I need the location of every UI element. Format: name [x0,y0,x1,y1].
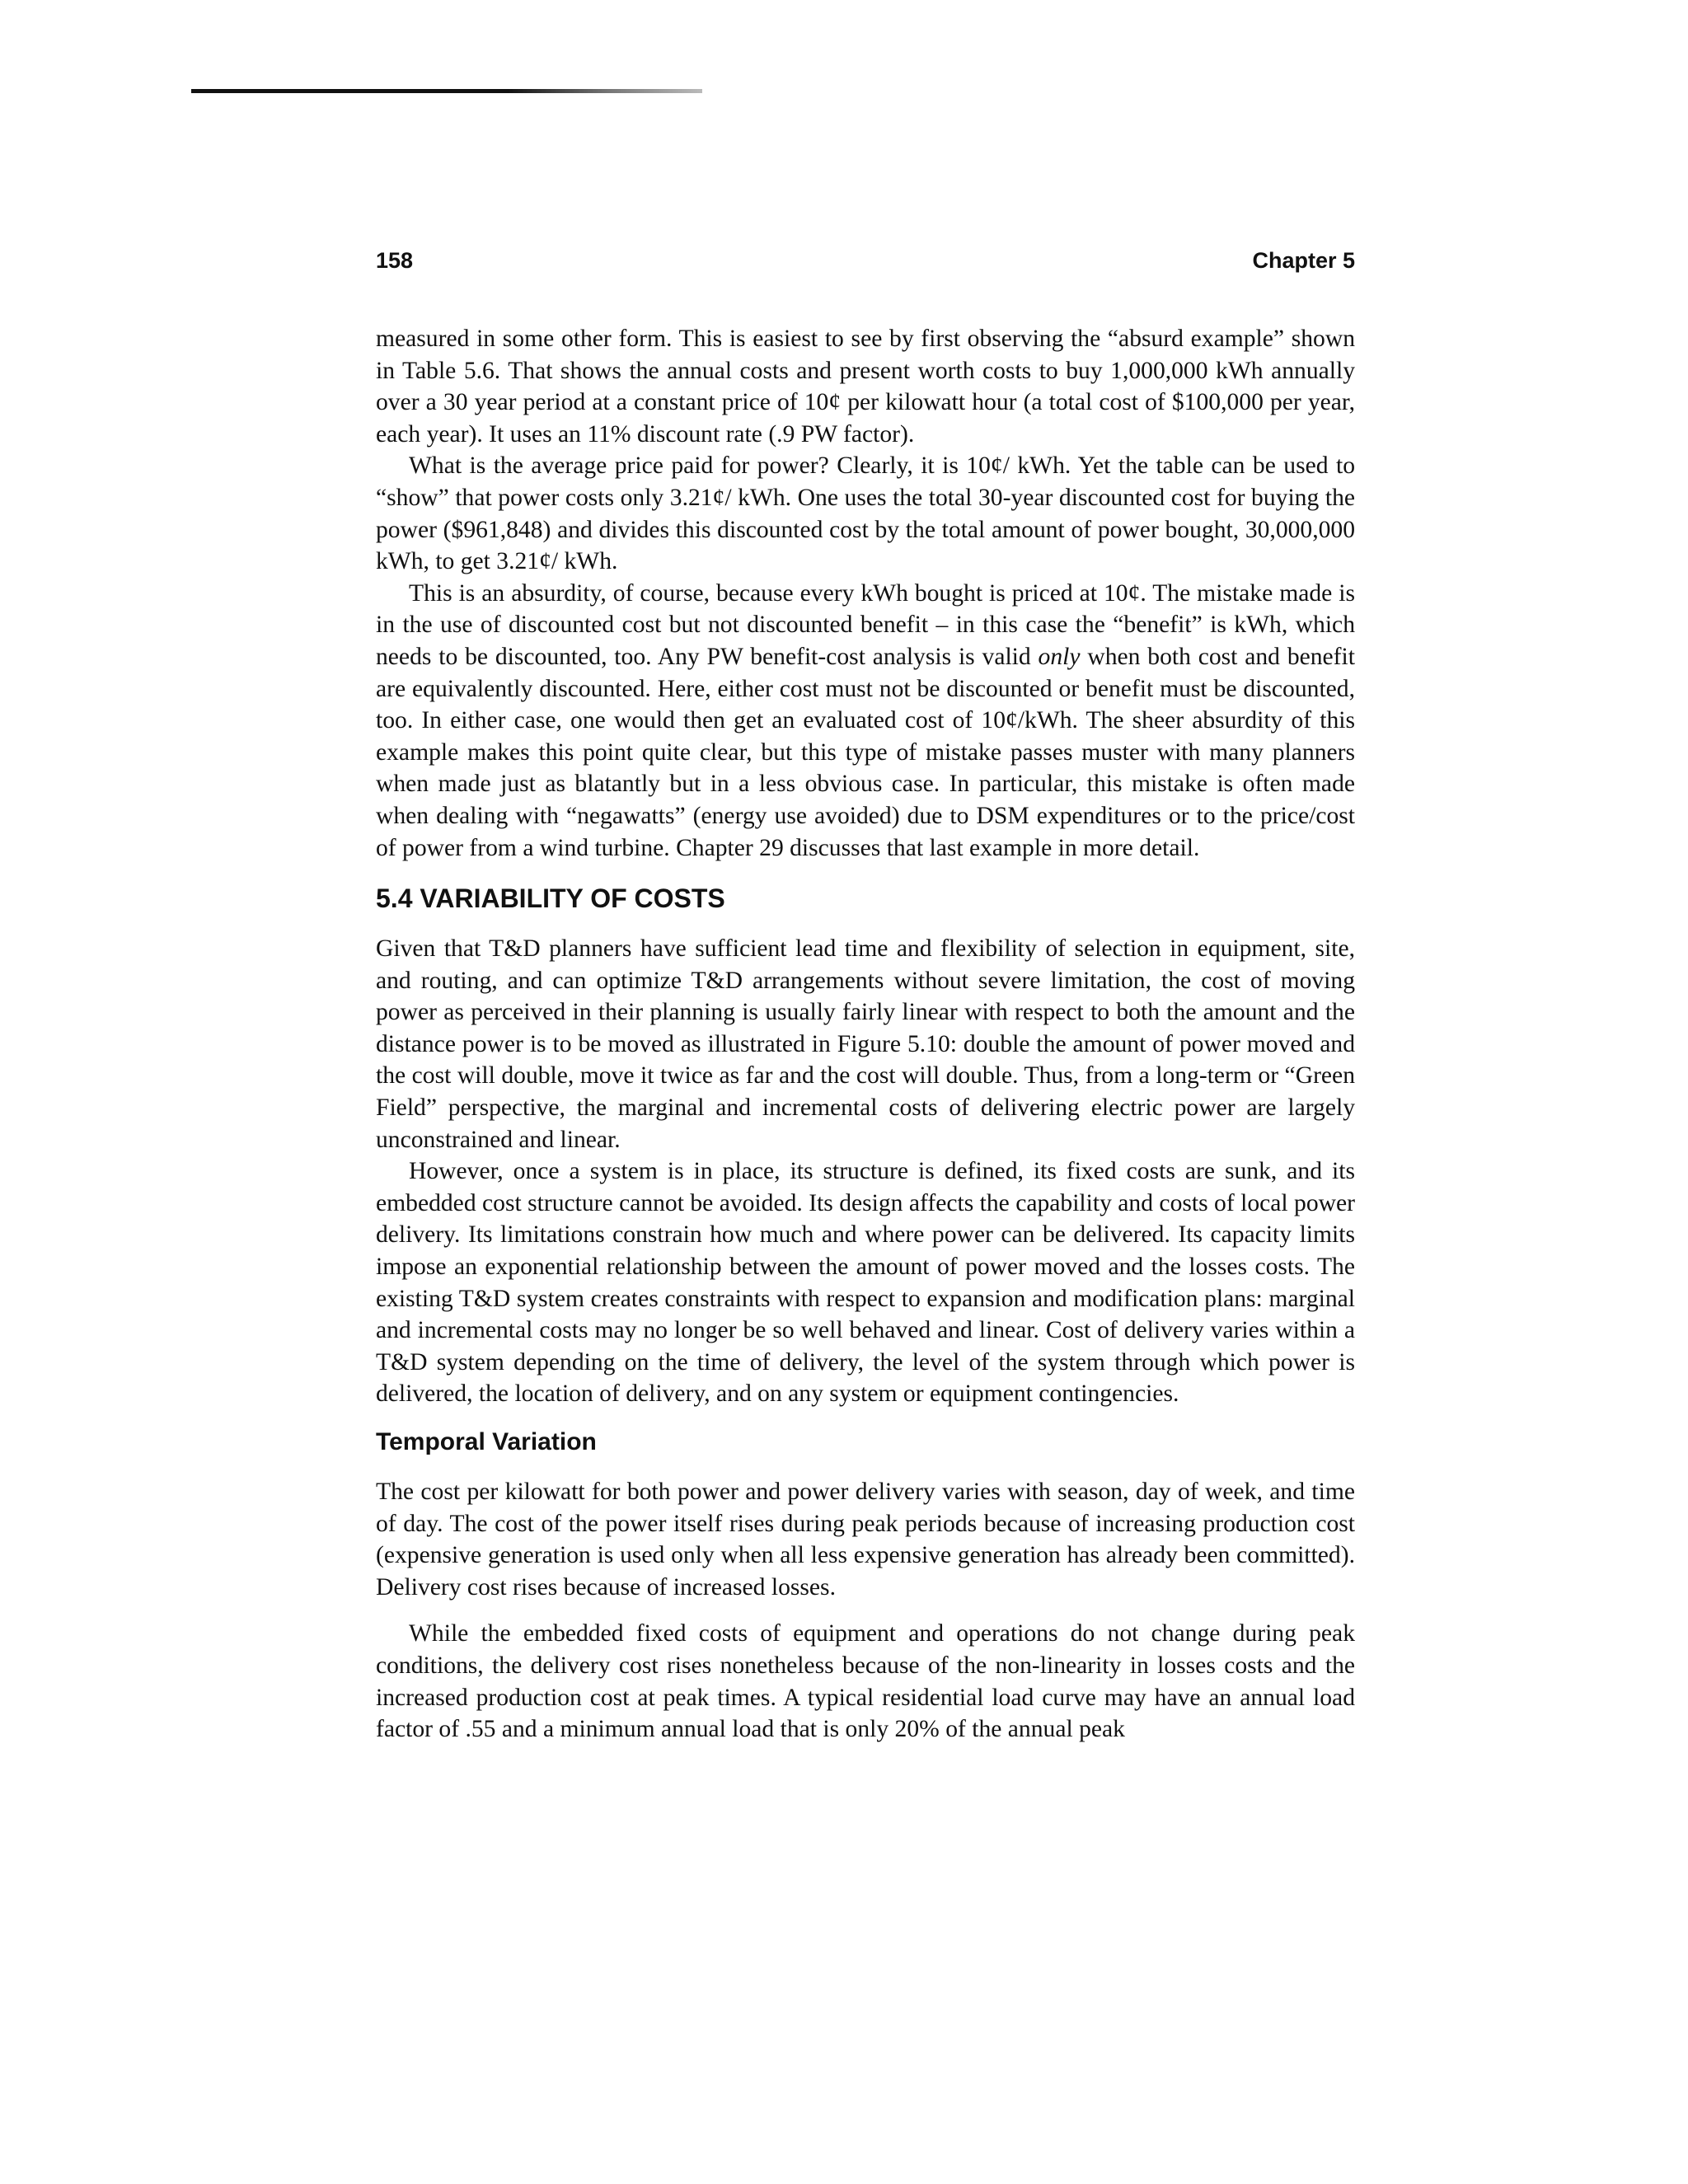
paragraph-peak-conditions: While the embedded fixed costs of equipment and operations do not change during peak conditions, the delivery cost rises nonetheless because of the non-linearity in losses costs and the increased production cost at peak times. A typical residential load curve may have an annual load factor of .55 and a minimum annual load that is only 20% of the annual peak [376,1620,1355,1743]
paragraph-absurdity-part1: This is an absurdity, of course, because every kWh bought is priced at 10¢. The mistake made is in the use of discounted cost but not discounted benefit – in this case the “benefit” is kWh, which needs to be discounted, too. Any PW benefit-cost analysis is valid [376,579,1355,670]
paragraph-linear-costs: Given that T&D planners have sufficient lead time and flexibility of selection in equipment, site, and routing, and can optimize T&D arrangements without severe limitation, the cost of moving power as perceived in their planning is usually fairly linear with respect to both the amount and the distance power is to be moved as illustrated in Figure 5.10: double the amount of power moved and the cost will double, move it twice as far and the cost will double. Thus, from a long-term or “Green Field” perspective, the marginal and incremental costs of delivering electric power are largely unconstrained and linear. [376,935,1355,1153]
paragraph-temporal-cost: The cost per kilowatt for both power and power delivery varies with season, day of week, and time of day. The cost of the power itself rises during peak periods because of increasing production cost (expensive generation is used only when all less expensive generation has already been committed). Delivery cost rises because of increased losses. [376,1479,1355,1601]
top-rule [191,89,702,93]
paragraph-system-in-place: However, once a system is in place, its structure is defined, its fixed costs are sunk, and its embedded cost structure cannot be avoided. Its design affects the capability and costs of local power delivery. Its limitations constrain how much and where power can be delivered. Its capacity limits impose an exponential relationship between the amount of power moved and the losses costs. The existing T&D system creates constraints with respect to expansion and modification plans: marginal and incremental costs may no longer be so well behaved and linear. Cost of delivery varies within a T&D system depending on the time of delivery, the level of the system through which power is delivered, the location of delivery, and on any system or equipment contingencies. [376,1158,1355,1408]
page-number: 158 [376,248,414,273]
text-column [376,323,1355,1746]
running-header [376,244,1355,277]
subsection-heading: Temporal Variation [376,1428,597,1455]
emphasis-only: only [1038,643,1081,670]
paragraph-absurdity [376,578,1355,864]
paragraph-absurdity-part2: when both cost and benefit are equivalently discounted. Here, either cost must not be discounted or benefit must be discounted, too. In either case, one would then get an evaluated cost of 10¢/kWh. The sheer absurdity of this example makes this point quite clear, but this type of mistake passes muster with many planners when made just as blatantly but in a less obvious case. In particular, this mistake is often made when dealing with “negawatts” (energy use avoided) due to DSM expenditures or to the price/cost of power from a wind turbine. Chapter 29 discusses that last example in more detail. [376,643,1355,861]
paragraph-average-price: What is the average price paid for power? Clearly, it is 10¢/ kWh. Yet the table can be used to “show” that power costs only 3.21¢/ kWh. One uses the total 30-year discounted cost for buying the power ($961,848) and divides this discounted cost by the total amount of power bought, 30,000,000 kWh, to get 3.21¢/ kWh. [376,452,1355,575]
section-heading: 5.4 VARIABILITY OF COSTS [376,883,725,914]
paragraph-absurd-example-intro: measured in some other form. This is easiest to see by first observing the “absurd example” shown in Table 5.6. That shows the annual costs and present worth costs to buy 1,000,000 kWh annually over a 30 year period at a constant price of 10¢ per kilowatt hour (a total cost of $100,000 per year, each year). It uses an 11% discount rate (.9 PW factor). [376,326,1355,448]
chapter-label: Chapter 5 [1252,248,1355,273]
